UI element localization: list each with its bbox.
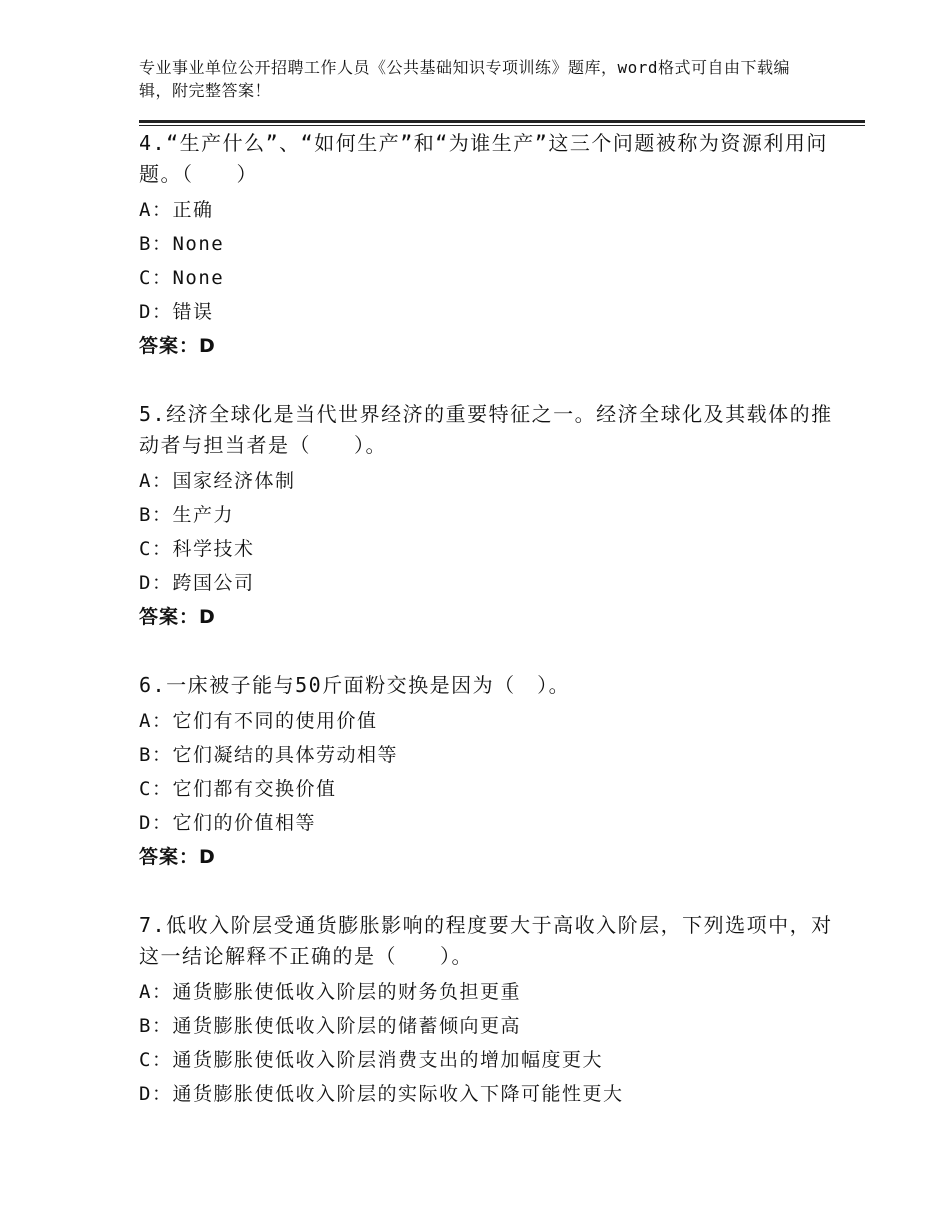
option-b: B：它们凝结的具体劳动相等	[139, 744, 398, 766]
option-c: C：科学技术	[139, 538, 255, 560]
option-c: C：None	[139, 267, 225, 289]
option-a: A：通货膨胀使低收入阶层的财务负担更重	[139, 981, 521, 1003]
question-4	[139, 128, 839, 363]
question-text: 4.“生产什么”、“如何生产”和“为谁生产”这三个问题被称为资源利用问题。（ ）	[139, 131, 828, 186]
option-d: D：错误	[139, 301, 214, 323]
option-d: D：它们的价值相等	[139, 812, 316, 834]
header-divider-thin	[139, 125, 865, 126]
option-a: A：它们有不同的使用价值	[139, 710, 378, 732]
question-text: 5.经济全球化是当代世界经济的重要特征之一。经济全球化及其载体的推动者与担当者是（ ）。	[139, 402, 833, 457]
option-c: C：通货膨胀使低收入阶层消费支出的增加幅度更大	[139, 1049, 603, 1071]
option-d: D：通货膨胀使低收入阶层的实际收入下降可能性更大	[139, 1083, 624, 1105]
answer-label: 答案：D	[139, 335, 216, 357]
question-7	[139, 910, 839, 1111]
answer-label: 答案：D	[139, 846, 216, 868]
option-b: B：通货膨胀使低收入阶层的储蓄倾向更高	[139, 1015, 521, 1037]
option-a: A：国家经济体制	[139, 470, 296, 492]
option-d: D：跨国公司	[139, 572, 255, 594]
header-divider-thick	[139, 120, 865, 123]
answer-label: 答案：D	[139, 606, 216, 628]
question-list	[139, 128, 839, 1147]
option-c: C：它们都有交换价值	[139, 778, 337, 800]
document-header: 专业事业单位公开招聘工作人员《公共基础知识专项训练》题库，word格式可自由下载编辑，附完整答案！	[139, 58, 791, 100]
question-5	[139, 399, 839, 634]
option-b: B：生产力	[139, 504, 234, 526]
question-text: 6.一床被子能与50斤面粉交换是因为（ ）。	[139, 673, 571, 697]
option-b: B：None	[139, 233, 225, 255]
question-6	[139, 670, 839, 874]
question-text: 7.低收入阶层受通货膨胀影响的程度要大于高收入阶层，下列选项中，对这一结论解释不正确的是（ ）。	[139, 913, 833, 968]
option-a: A：正确	[139, 199, 214, 221]
